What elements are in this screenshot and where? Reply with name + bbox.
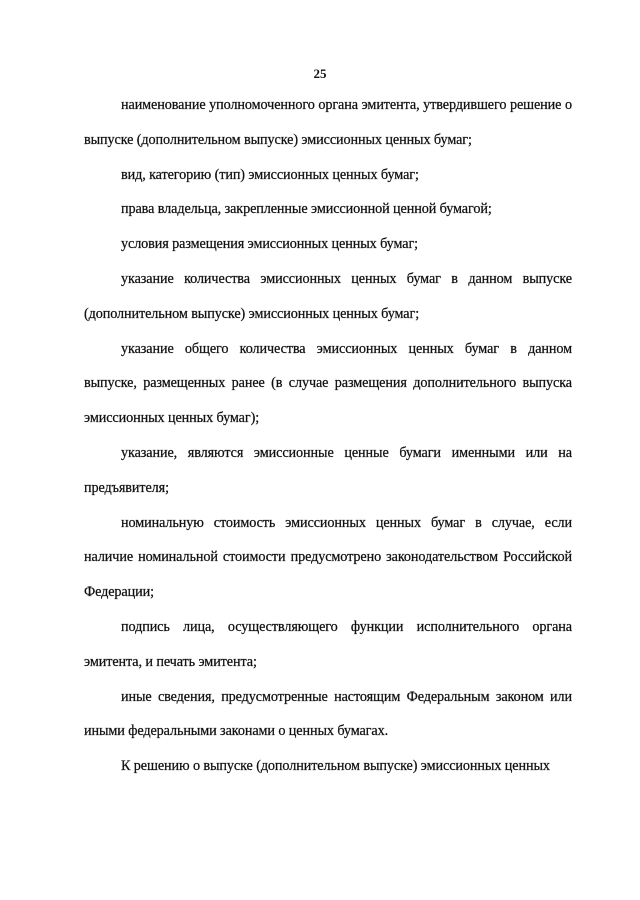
paragraph-issuer-body: наименование уполномоченного органа эмитента, утвердившего решение о выпуске (дополнительном выпуске) эмиссионных ценных бумаг; (84, 97, 572, 148)
paragraph-nominal-value: номинальную стоимость эмиссионных ценных бумаг в случае, если наличие номинальной стоимости предусмотрено законодательством Российской Федерации; (84, 514, 572, 601)
paragraph-total-quantity: указание общего количества эмиссионных ценных бумаг в данном выпуске, размещенных ранее (в случае размещения дополнительного выпуска эмиссионных ценных бумаг); (84, 340, 572, 427)
document-body (84, 88, 572, 784)
paragraph-placement-conditions: условия размещения эмиссионных ценных бумаг; (121, 236, 419, 253)
paragraph-issue-quantity: указание количества эмиссионных ценных бумаг в данном выпуске (дополнительном выпуске) эмиссионных ценных бумаг; (84, 270, 572, 322)
page-number: 25 (313, 66, 327, 81)
paragraph-other-info: иные сведения, предусмотренные настоящим Федеральным законом или иными федеральными законами о ценных бумагах. (84, 688, 572, 740)
paragraph-attachment-start: К решению о выпуске (дополнительном выпуске) эмиссионных ценных (121, 758, 550, 775)
paragraph-signature-seal: подпись лица, осуществляющего функции исполнительного органа эмитента, и печать эмитента; (84, 618, 572, 670)
paragraph-owner-rights: права владельца, закрепленные эмиссионной ценной бумагой; (121, 201, 492, 218)
paragraph-security-type: вид, категорию (тип) эмиссионных ценных бумаг; (121, 166, 419, 183)
paragraph-registered-or-bearer: указание, являются эмиссионные ценные бумаги именными или на предъявителя; (84, 444, 572, 496)
